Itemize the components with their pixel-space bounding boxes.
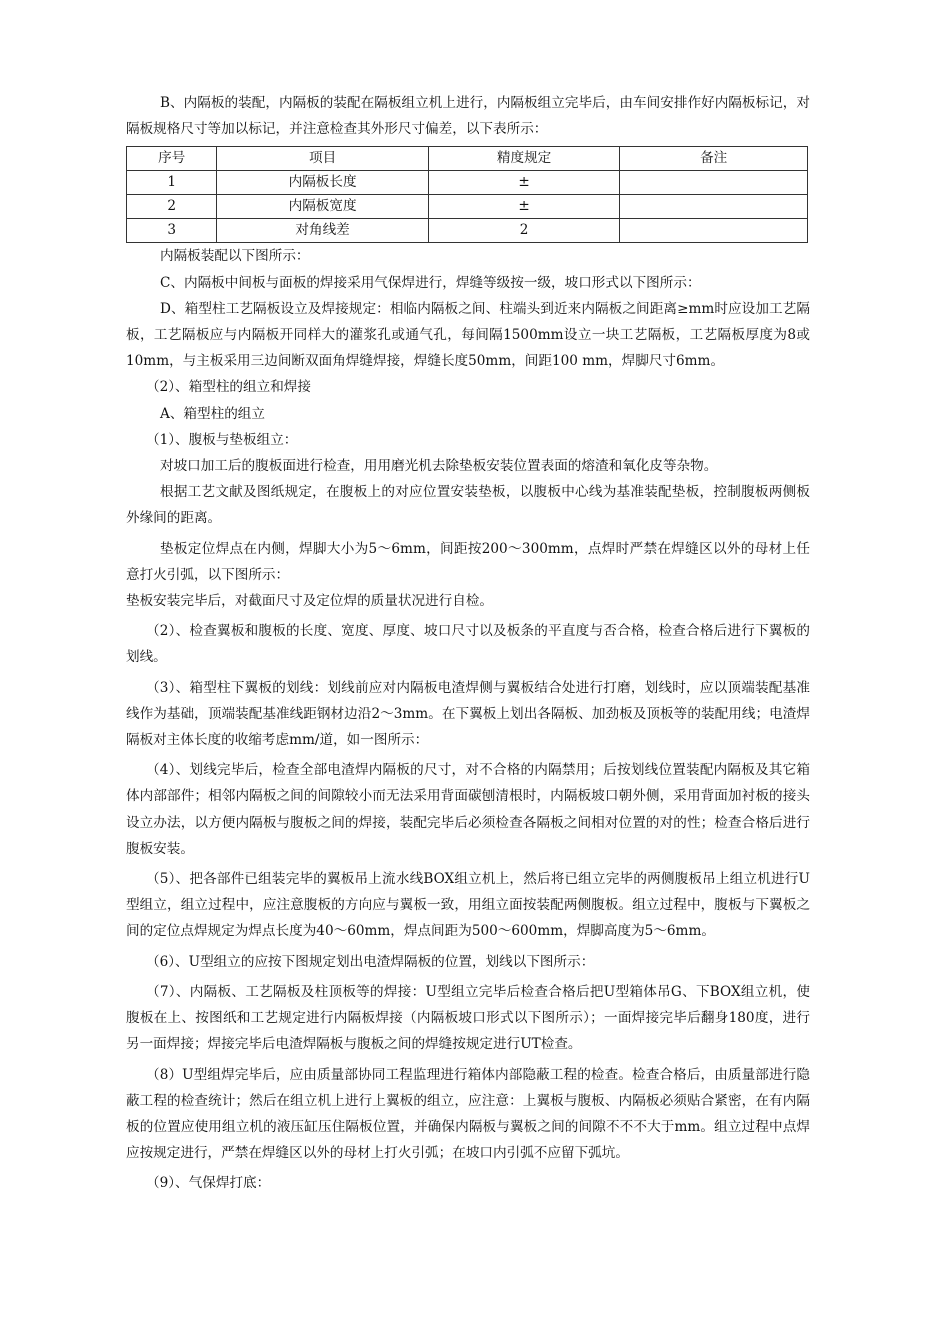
table-cell: ± bbox=[428, 171, 620, 195]
table-cell bbox=[620, 219, 808, 243]
table-cell bbox=[620, 171, 808, 195]
paragraph-b-inner-diaphragm: B、内隔板的装配，内隔板的装配在隔板组立机上进行，内隔板组立完毕后，由车间安排作好内隔板标记，对隔板规格尺寸等加以标记，并注意检查其外形尺寸偏差，以下表所示： bbox=[126, 95, 810, 138]
paragraph: C、内隔板中间板与面板的焊接采用气保焊进行，焊缝等级按一级，坡口形式以下图所示： bbox=[160, 274, 701, 291]
table-cell: 内隔板宽度 bbox=[217, 195, 428, 219]
table-row bbox=[127, 195, 808, 219]
table-header-row bbox=[127, 147, 808, 171]
table-cell: 2 bbox=[428, 219, 620, 243]
subsection-heading: A、箱型柱的组立 bbox=[160, 405, 265, 422]
paragraph: 垫板安装完毕后，对截面尺寸及定位焊的质量状况进行自检。 bbox=[126, 593, 494, 610]
paragraph: （9）、气保焊打底： bbox=[146, 1175, 271, 1192]
document-page bbox=[126, 90, 810, 1197]
table-cell: 3 bbox=[127, 219, 217, 243]
table-cell: 1 bbox=[127, 171, 217, 195]
paragraph: 内隔板装配以下图所示： bbox=[160, 248, 310, 265]
paragraph: 对坡口加工后的腹板面进行检查，用用磨光机去除垫板安装位置表面的熔渣和氧化皮等杂物。 bbox=[160, 458, 718, 475]
table-cell: 内隔板长度 bbox=[217, 171, 428, 195]
table-cell: 对角线差 bbox=[217, 219, 428, 243]
tolerance-table bbox=[126, 146, 808, 243]
paragraph: D、箱型柱工艺隔板设立及焊接规定：相临内隔板之间、柱端头到近来内隔板之间距离≥mm时应设加工艺隔板，工艺隔板应与内隔板开同样大的灌浆孔或通气孔，每间隔1500mm设立一块工艺隔板，工艺隔板厚度为8或10mm，与主板采用三边间断双面角焊缝焊接，焊缝长度50mm，间距100 mm，焊脚尺寸6mm。 bbox=[126, 300, 810, 370]
table-header: 项目 bbox=[217, 147, 428, 171]
table-row bbox=[127, 219, 808, 243]
table-cell bbox=[620, 195, 808, 219]
paragraph: 垫板定位焊点在内侧，焊脚大小为5～6mm，间距按200～300mm，点焊时严禁在焊缝区以外的母材上任意打火引弧，以下图所示： bbox=[126, 540, 810, 583]
paragraph: （2）、检查翼板和腹板的长度、宽度、厚度、坡口尺寸以及板条的平直度与否合格，检查合格后进行下翼板的划线。 bbox=[126, 623, 810, 666]
table-row bbox=[127, 171, 808, 195]
paragraph: （3）、箱型柱下翼板的划线：划线前应对内隔板电渣焊侧与翼板结合处进行打磨，划线时，应以顶端装配基准线作为基础，顶端装配基准线距钢材边沿2～3mm。在下翼板上划出各隔板、加劲板及顶板等的装配用线；电渣焊隔板对主体长度的收缩考虑mm/道，如一图所示： bbox=[126, 679, 810, 749]
paragraph: （5）、把各部件已组装完毕的翼板吊上流水线BOX组立机上，然后将已组立完毕的两侧腹板吊上组立机进行U型组立，组立过程中，应注意腹板的方向应与翼板一致，用组立面按装配两侧腹板。组立过程中，腹板与下翼板之间的定位点焊规定为焊点长度为40～60mm，焊点间距为500～600mm，焊脚高度为5～6mm。 bbox=[126, 871, 810, 940]
paragraph: （6）、U型组立的应按下图规定划出电渣焊隔板的位置，划线以下图所示： bbox=[146, 953, 595, 970]
paragraph: （7）、内隔板、工艺隔板及柱顶板等的焊接：U型组立完毕后检查合格后把U型箱体吊G、下BOX组立机，使腹板在上、按图纸和工艺规定进行内隔板焊接（内隔板坡口形式以下图所示）；一面焊接完毕后翻身180度，进行另一面焊接；焊接完毕后电渣焊隔板与腹板之间的焊缝按规定进行UT检查。 bbox=[126, 983, 810, 1053]
step-heading: （1）、腹板与垫板组立： bbox=[146, 431, 298, 448]
table-cell: ± bbox=[428, 195, 620, 219]
table-header: 序号 bbox=[127, 147, 217, 171]
paragraph: 根据工艺文献及图纸规定，在腹板上的对应位置安装垫板，以腹板中心线为基准装配垫板，控制腹板两侧板外缘间的距离。 bbox=[126, 484, 810, 527]
table-header: 备注 bbox=[620, 147, 808, 171]
paragraph: （4）、划线完毕后，检查全部电渣焊内隔板的尺寸，对不合格的内隔禁用；后按划线位置装配内隔板及其它箱体内部部件；相邻内隔板之间的间隙较小而无法采用背面碳刨清根时，内隔板坡口朝外侧，采用背面加衬板的接头设立办法，以方便内隔板与腹板之间的焊接，装配完毕后必须检查各隔板之间相对位置的对的性；检查合格后进行腹板安装。 bbox=[126, 762, 810, 857]
table-header: 精度规定 bbox=[428, 147, 620, 171]
section-heading: （2）、箱型柱的组立和焊接 bbox=[146, 379, 311, 396]
table-cell: 2 bbox=[127, 195, 217, 219]
paragraph: （8）U型组焊完毕后，应由质量部协同工程监理进行箱体内部隐蔽工程的检查。检查合格后，由质量部进行隐蔽工程的检查统计；然后在组立机上进行上翼板的组立，应注意：上翼板与腹板、内隔板必须贴合紧密，在有内隔板的位置应使用组立机的液压缸压住隔板位置，并确保内隔板与翼板之间的间隙不不不大于mm。组立过程中点焊应按规定进行，严禁在焊缝区以外的母材上打火引弧；在坡口内引弧不应留下弧坑。 bbox=[126, 1066, 810, 1162]
